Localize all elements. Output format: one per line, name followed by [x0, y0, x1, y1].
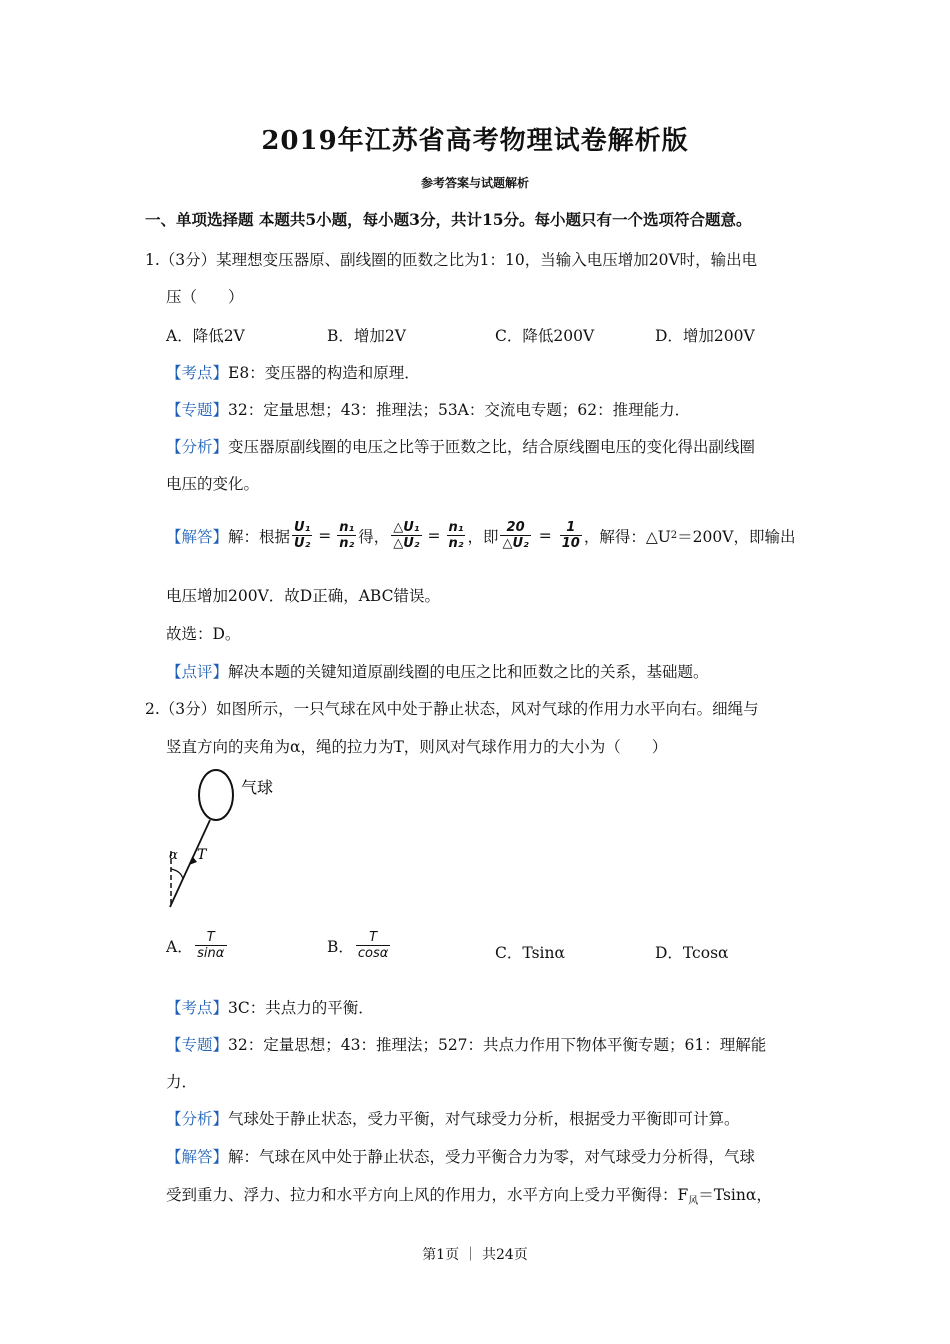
alpha-label: α — [169, 848, 178, 863]
frac-denominator: cosα — [357, 946, 389, 961]
frac-numerator: △U₁ — [393, 520, 420, 535]
balloon-figure — [165, 765, 295, 915]
q2-jieda-line2-pre: 受到重力、浮力、拉力和水平方向上风的作用力，水平方向上受力平衡得：F — [166, 1186, 689, 1204]
frac-denominator: n₂ — [339, 536, 355, 551]
option-b-prefix: B． — [327, 937, 354, 956]
q1-option-c: C．降低200V — [495, 327, 595, 345]
q2-option-b — [327, 930, 392, 961]
formula-fraction-n2 — [447, 520, 466, 551]
q1-jieda-line2: 电压增加200V．故D正确，ABC错误。 — [166, 587, 440, 605]
q1-fenxi — [166, 435, 755, 457]
formula-fraction-du — [391, 520, 421, 551]
q2-option-a — [166, 930, 229, 961]
balloon-shape — [199, 770, 233, 820]
q2-stem-line1: 2.（3分）如图所示，一只气球在风中处于静止状态，风对气球的作用力水平向右。细绳与 — [145, 700, 759, 718]
q1-jieda-end: ＝200V，即输出 — [677, 527, 796, 546]
q2-stem-line2: 竖直方向的夹角为α，绳的拉力为T，则风对气球作用力的大小为（ ） — [166, 738, 668, 756]
frac-denominator: 10 — [561, 536, 580, 551]
q1-jieda-comma: ，即 — [467, 527, 499, 546]
q1-jieda-pre: 解：根据 — [228, 527, 291, 546]
q2-kaodian — [166, 996, 374, 1018]
frac-numerator: 1 — [560, 520, 582, 536]
frac-numerator: n₁ — [339, 520, 355, 535]
q2-fenxi-text: 气球处于静止状态，受力平衡，对气球受力分析，根据受力平衡即可计算。 — [228, 1110, 740, 1128]
q2-jieda-line2-post: ＝Tsinα， — [698, 1186, 772, 1204]
q2-zhuanti-text: 32：定量思想；43：推理法；527：共点力作用下物体平衡专题；61：理解能 — [228, 1036, 767, 1054]
frac-denominator: U₂ — [294, 536, 311, 551]
formula-fraction-n — [337, 520, 356, 551]
option-a-prefix: A． — [166, 937, 193, 956]
frac-numerator: 20 — [500, 520, 530, 536]
q1-jieda-tag: 【解答】 — [166, 527, 229, 546]
q2-fenxi-tag: 【分析】 — [166, 1110, 229, 1128]
angle-arc — [171, 869, 183, 879]
q1-jieda-de: 得， — [358, 527, 390, 546]
q1-stem-line1: 1.（3分）某理想变压器原、副线圈的匝数之比为1：10，当输入电压增加20V时，输出电 — [145, 251, 758, 269]
q1-guxuan: 故选：D。 — [166, 625, 241, 643]
q2-jieda — [166, 1145, 755, 1167]
formula-fraction-u — [292, 520, 312, 551]
page-footer: 第1页 ｜ 共24页 — [422, 1247, 528, 1263]
q1-fenxi-text: 变压器原副线圈的电压之比等于匝数之比，结合原线圈电压的变化得出副线圈 — [228, 438, 756, 456]
q1-option-a: A．降低2V — [166, 327, 245, 345]
q1-zhuanti-text: 32：定量思想；43：推理法；53A：交流电专题；62：推理能力． — [228, 401, 691, 419]
q1-dianping-tag: 【点评】 — [166, 663, 229, 681]
q2-option-c: C．Tsinα — [495, 944, 565, 962]
q1-fenxi-line2: 电压的变化。 — [166, 475, 260, 493]
q1-dianping — [166, 660, 709, 682]
option-b-fraction — [356, 930, 390, 961]
formula-fraction-20 — [500, 520, 530, 551]
equals-sign: = — [427, 526, 441, 545]
q1-option-d: D．增加200V — [655, 327, 755, 345]
frac-denominator: △U₂ — [393, 536, 420, 551]
frac-numerator: T — [356, 930, 390, 946]
q2-kaodian-text: 3C：共点力的平衡． — [228, 999, 374, 1017]
option-a-fraction — [195, 930, 227, 961]
q1-kaodian — [166, 361, 420, 383]
formula-fraction-1-10 — [560, 520, 582, 551]
q2-fenxi — [166, 1107, 740, 1129]
q1-dianping-text: 解决本题的关键知道原副线圈的电压之比和匝数之比的关系，基础题。 — [228, 663, 709, 681]
q2-zhuanti-tag: 【专题】 — [166, 1036, 229, 1054]
q2-jieda-line2 — [166, 1183, 772, 1207]
frac-numerator: n₁ — [448, 520, 464, 535]
q1-zhuanti-tag: 【专题】 — [166, 401, 229, 419]
q1-stem-line2: 压（ ） — [166, 288, 244, 306]
equals-sign: = — [538, 526, 552, 545]
q2-jieda-text: 解：气球在风中处于静止状态，受力平衡合力为零，对气球受力分析得，气球 — [228, 1148, 756, 1166]
frac-denominator: △U₂ — [502, 536, 529, 551]
q1-kaodian-tag: 【考点】 — [166, 364, 229, 382]
frac-numerator: U₁ — [294, 520, 311, 535]
q2-option-d: D．Tcosα — [655, 944, 729, 962]
q1-fenxi-tag: 【分析】 — [166, 438, 229, 456]
q1-jieda-post: ，解得：△U — [583, 527, 671, 546]
frac-denominator: n₂ — [448, 536, 464, 551]
tension-label: T — [197, 847, 207, 863]
page-title: 2019年江苏省高考物理试卷解析版 — [261, 126, 689, 156]
q1-zhuanti — [166, 398, 690, 420]
q1-jieda — [166, 520, 795, 551]
page-subtitle: 参考答案与试题解析 — [420, 176, 529, 190]
balloon-label: 气球 — [241, 778, 274, 797]
frac-numerator: T — [195, 930, 227, 946]
q1-option-b: B．增加2V — [327, 327, 406, 345]
q2-zhuanti-line2: 力． — [166, 1073, 198, 1091]
q2-jieda-tag: 【解答】 — [166, 1148, 229, 1166]
equals-sign: = — [318, 526, 332, 545]
q2-kaodian-tag: 【考点】 — [166, 999, 229, 1017]
frac-denominator: sinα — [197, 946, 225, 961]
section-heading: 一、单项选择题 本题共5小题，每小题3分，共计15分。每小题只有一个选项符合题意。 — [145, 210, 752, 229]
q2-jieda-line2-sub: 风 — [688, 1196, 699, 1208]
q1-kaodian-text: E8：变压器的构造和原理． — [228, 364, 420, 382]
q2-zhuanti — [166, 1033, 766, 1055]
q1-jieda-sub: 2 — [670, 530, 678, 541]
